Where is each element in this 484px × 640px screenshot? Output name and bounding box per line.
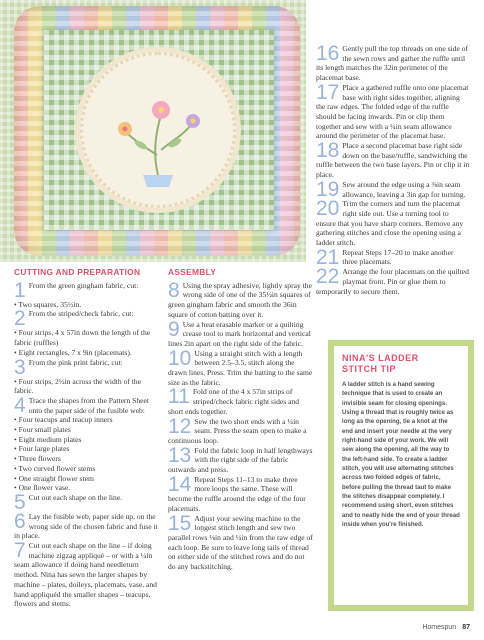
assembly-column-continued [316, 44, 470, 296]
list-item: • Two curved flower stems [14, 464, 161, 474]
assembly-steps-list [168, 278, 313, 572]
step-number: 2 [14, 307, 26, 331]
step-text: Sew the two short ends with a ¼in seam. Press the seam open to make a continuous loop. [168, 416, 307, 445]
cutting-column [14, 268, 161, 609]
page-number: 87 [462, 624, 470, 631]
step-text: Fold one of the 4 x 57in strips of striped/check fabric right sides and short ends together. [168, 387, 300, 416]
list-item: • Four strips, 4 x 57in down the length of the fabric (ruffles) [14, 328, 161, 347]
ladder-stitch-tip-box [328, 340, 474, 611]
flower-vase-embroidery-icon [83, 55, 233, 205]
step-text: From the striped/check fabric, cut: [28, 309, 134, 319]
instruction-step [316, 267, 470, 296]
step-text: Cut out each shape on the line. [28, 492, 123, 502]
step-number: 13 [168, 443, 192, 467]
step-number: 12 [168, 414, 192, 438]
step-text: Sew around the edge using a ⅜in seam allowance, leaving a 3in gap for turning. [342, 179, 466, 199]
instruction-step [14, 307, 161, 331]
list-item: • Four teacups and teacup inners [14, 415, 161, 425]
section-heading-assembly: ASSEMBLY [168, 267, 217, 277]
list-item: • Two squares, 35½in. [14, 300, 161, 310]
instruction-step [168, 472, 313, 514]
step-text: Adjust your sewing machine to the longest stitch length and sew two parallel rows ⅛in and ¼in from the raw edge of each loop. Be sure to leave long tails of thread on either side of the stitched rows and do not do any backstitching. [168, 513, 313, 572]
list-item: • One straight flower stem [14, 474, 161, 484]
step-number: 16 [316, 42, 340, 65]
step-number: 6 [14, 509, 26, 533]
page-footer [422, 624, 470, 631]
step-text: Trace the shapes from the Pattern Sheet onto the paper side of the fusible web: [28, 395, 150, 415]
instruction-step [14, 355, 161, 379]
step-text: Use a heat erasable marker or a quilting crease tool to mark horizontal and vertical lines 2in apart on the right side of the fabric. [168, 319, 311, 348]
cutting-steps-list [14, 278, 161, 609]
step-number: 9 [168, 317, 180, 341]
list-item: • Eight rectangles, 7 x 9in (placemats). [14, 348, 161, 358]
assembly-steps-list-continued [316, 44, 470, 296]
step-number: 5 [14, 490, 26, 514]
instruction-step [316, 199, 470, 248]
step-number: 4 [14, 393, 26, 417]
step-text: From the pink print fabric, cut: [28, 357, 123, 367]
instruction-step [14, 509, 161, 541]
step-text: Using a straight stitch with a length between 2.5–3.5, stitch along the drawn lines. Press. Trim the batting to the same size as the fabric. [168, 348, 313, 387]
step-number: 19 [316, 177, 340, 201]
tip-body: A ladder stitch is a hand sewing technique that is used to create an invisible seam for closing openings. Using a thread that is roughly twice as long as the opening, tie a knot at the end and insert your needle at the very right-hand side of your work. We will sew along the opening, all the way to the left-hand side. To create a ladder stitch, you will use alternating stitches across two folded edges of fabric, before pulling the thread taut to make the stitches disappear completely. I recommend using short, even stitches and to neatly hide the end of your thread inside when you're finished. [342, 381, 460, 529]
step-text: Repeat Steps 17–20 to make another three placemats. [342, 247, 454, 267]
assembly-column [168, 268, 313, 572]
instruction-step [14, 541, 161, 609]
step-number: 7 [14, 539, 26, 563]
instruction-step [14, 393, 161, 417]
section-heading-cutting: CUTTING AND PREPARATION [14, 267, 141, 277]
step-number: 3 [14, 355, 26, 379]
step-text: Lay the fusible web, paper side up, on the wrong side of the chosen fabric and fuse it in place. [14, 511, 158, 541]
list-item: • Eight medium plates [14, 435, 161, 445]
magazine-name: Homespun [422, 624, 457, 631]
list-item: • Three flowers [14, 454, 161, 464]
embroidered-doily [80, 52, 236, 208]
step-text: Using the spray adhesive, lightly spray the wrong side of one of the 35½in squares of green gingham fabric and smooth the 36in square of cotton batting over it. [168, 280, 312, 319]
instruction-step [316, 177, 470, 201]
instruction-step [14, 278, 161, 302]
step-text: From the green gingham fabric, cut: [28, 280, 139, 290]
step-text: Arrange the four placemats on the quilted playmat front. Pin or glue them to temporarily to secure them. [316, 267, 469, 296]
instruction-step [168, 511, 313, 572]
step-number: 15 [168, 511, 192, 535]
step-text: Place a gathered ruffle onto one placemat base with right sides together, aligning the raw edges. The folded edge of the ruffle should be facing inwards. Pin or clip them together and sew with a ¼in seam allowance around the perimeter of the placemat base. [316, 82, 469, 141]
step-number: 17 [316, 80, 340, 104]
step-number: 22 [316, 265, 340, 289]
instruction-step [168, 414, 313, 446]
step-number: 18 [316, 139, 340, 163]
step-number: 8 [168, 278, 180, 302]
instruction-step [316, 80, 470, 141]
placemat-photo [0, 0, 306, 262]
step-number: 20 [316, 197, 340, 221]
step-number: 10 [168, 346, 192, 370]
instruction-step [168, 317, 313, 349]
step-text: Place a second placemat base right side down on the base/ruffle, sandwiching the ruffle between the two base layers. Pin or clip it in place. [316, 141, 470, 180]
step-text: Fold the fabric loop in half lengthways with the right side of the fabric outwards and press. [168, 445, 313, 475]
instruction-step [316, 245, 470, 269]
instruction-step [168, 346, 313, 388]
step-number: 11 [168, 385, 190, 409]
instruction-step [14, 490, 161, 514]
instruction-step [168, 278, 313, 320]
step-text: Cut out each shape on the line – if doing machine zigzag appliqué – or with a ¼in seam allowance if doing hand needleturn method. Nina has sewn the larger shapes by machine – plates, doileys, placemats, vase, and hand appliquéd the smaller shapes – teacups, flowers and stems. [14, 541, 157, 609]
list-item: • One flower vase. [14, 483, 161, 493]
step-number: 1 [14, 278, 26, 302]
step-number: 14 [168, 472, 192, 496]
instruction-step [316, 44, 470, 83]
list-item: • Four strips, 2½in across the width of the fabric. [14, 377, 161, 396]
step-text: Gently pull the top threads on one side of the sewn rows and gather the ruffle until its length matches the 32in perimeter of the placemat base. [316, 44, 469, 83]
list-item: • Four large plates [14, 444, 161, 454]
tip-title: NINA'S LADDER STITCH TIP [342, 353, 419, 374]
list-item: • Four small plates [14, 425, 161, 435]
instruction-step [316, 141, 470, 180]
instruction-step [168, 387, 313, 416]
step-number: 21 [316, 245, 340, 269]
step-text: Trim the corners and turn the placemat right side out. Use a turning tool to ensure that you have sharp corners. Remove any gathering stitches and close the opening using a ladder stitch. [316, 199, 464, 248]
instruction-step [168, 443, 313, 475]
step-text: Repeat Steps 11–13 to make three more loops the same. These will become the ruffle around the edge of the four placemats. [168, 474, 306, 513]
